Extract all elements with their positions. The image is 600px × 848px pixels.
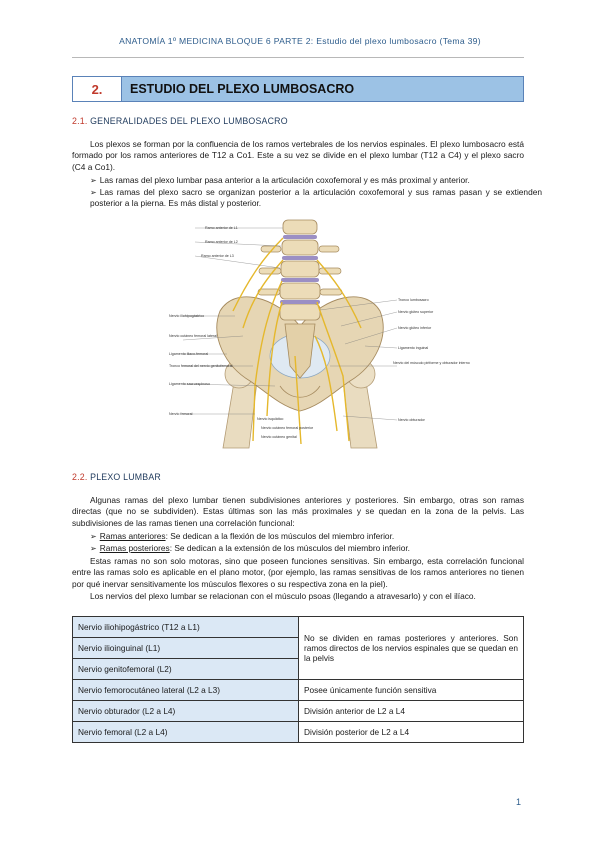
subsection-title: PLEXO LUMBAR bbox=[90, 472, 161, 482]
running-header: ANATOMÍA 1º MEDICINA BLOQUE 6 PARTE 2: Estudio del plexo lumbosacro (Tema 39) bbox=[119, 36, 481, 46]
table-cell-nerve: Nervio femorocutáneo lateral (L2 a L3) bbox=[73, 680, 299, 701]
table-row bbox=[73, 617, 524, 638]
table-row bbox=[73, 722, 524, 743]
arrow-bullet-icon: ➢ bbox=[90, 188, 97, 197]
lumbosacral-plexus-illustration bbox=[165, 216, 470, 448]
bullet-item bbox=[72, 175, 542, 186]
section-number: 2. bbox=[73, 77, 122, 101]
bullet-text: : Se dedican a la flexión de los músculos del miembro inferior. bbox=[165, 531, 395, 541]
bullet-term: Ramas posteriores bbox=[99, 543, 170, 553]
subsection-number: 2.1. bbox=[72, 116, 88, 126]
table-cell-nerve: Nervio ilioinguinal (L1) bbox=[73, 638, 299, 659]
table-row bbox=[73, 680, 524, 701]
bullet-item bbox=[72, 187, 542, 210]
figure-label: Nervio cutáneo femoral lateral bbox=[169, 334, 217, 338]
figure-label: Ramo anterior de L1 bbox=[205, 226, 238, 230]
table-cell-nerve: Nervio obturador (L2 a L4) bbox=[73, 701, 299, 722]
table-cell-description: División anterior de L2 a L4 bbox=[299, 701, 524, 722]
bullet-text: Las ramas del plexo sacro se organizan posterior a la articulación coxofemoral y sus ramas pasan y se extienden posterior a la pierna. Es más distal y posterior. bbox=[90, 187, 542, 209]
arrow-bullet-icon: ➢ bbox=[90, 544, 97, 553]
subsection-title: GENERALIDADES DEL PLEXO LUMBOSACRO bbox=[90, 116, 288, 126]
lumbar-plexus-table bbox=[72, 616, 524, 743]
figure-label: Nervio femoral bbox=[169, 412, 193, 416]
table-cell-description: División posterior de L2 a L4 bbox=[299, 722, 524, 743]
figure-label: Nervio glúteo inferior bbox=[398, 326, 432, 330]
page-number: 1 bbox=[516, 797, 522, 807]
section-heading bbox=[72, 76, 524, 102]
figure-label: Ramo anterior de L3 bbox=[201, 254, 234, 258]
table-cell-nerve: Nervio femoral (L2 a L4) bbox=[73, 722, 299, 743]
table-cell-description: Posee únicamente función sensitiva bbox=[299, 680, 524, 701]
figure-label: Tronco femoral del nervio genitofemoral bbox=[169, 364, 233, 368]
arrow-bullet-icon: ➢ bbox=[90, 176, 97, 185]
figure-label: Ligamento iliaco-femoral bbox=[169, 352, 209, 356]
header-divider bbox=[72, 57, 524, 58]
paragraph: Los nervios del plexo lumbar se relacionan con el músculo psoas (llegando a atravesarlo) y con el ilíaco. bbox=[90, 591, 476, 601]
figure-label: Nervio glúteo superior bbox=[398, 310, 434, 314]
bullet-item bbox=[72, 543, 542, 554]
section-title: ESTUDIO DEL PLEXO LUMBOSACRO bbox=[122, 77, 523, 101]
figure-label: Nervio cutáneo femoral posterior bbox=[261, 426, 314, 430]
paragraph: Estas ramas no son solo motoras, sino que poseen funciones sensitivas. Sin embargo, esta correlación funcional entre las ramas solo es aplicable en el plano motor, (por ejemplo, las ramas sensitivas de los ramos anteriores no tienen por qué inervar sensitivamente los músculos flexores o su respectiva zona en la piel). bbox=[72, 556, 524, 589]
figure-label: Nervio iliohipogástrico bbox=[169, 314, 205, 318]
figure-label: Nervio isquiático bbox=[257, 417, 284, 421]
figure-label: Ligamento sacroespinoso bbox=[169, 382, 210, 386]
figure-label: Nervio cutáneo genital bbox=[261, 435, 297, 439]
figure-label: Ligamento inguinal bbox=[398, 346, 429, 350]
table-cell-nerve: Nervio iliohipogástrico (T12 a L1) bbox=[73, 617, 299, 638]
subsection-heading-plexo-lumbar bbox=[72, 472, 161, 482]
paragraph: Algunas ramas del plexo lumbar tienen subdivisiones anteriores y posteriores. Sin embargo, otras son ramas directas (que no se subdividen). Estas últimas son las más proximales y se quedan en la zona de la pelvis. Las subdivisiones de las ramas tienen una correlación funcional: bbox=[72, 495, 524, 528]
bullet-text: : Se dedican a la extensión de los músculos del miembro inferior. bbox=[169, 543, 410, 553]
bullet-term: Ramas anteriores bbox=[99, 531, 166, 541]
table-cell-nerve: Nervio genitofemoral (L2) bbox=[73, 659, 299, 680]
figure-label: Ramo anterior de L2 bbox=[205, 240, 238, 244]
table-row bbox=[73, 701, 524, 722]
figure-label: Nervio obturador bbox=[398, 418, 425, 422]
bullet-item bbox=[72, 531, 542, 542]
bullet-text: Las ramas del plexo lumbar pasa anterior a la articulación coxofemoral y es más proximal y anterior. bbox=[99, 175, 470, 185]
subsection-heading-generalidades bbox=[72, 116, 288, 126]
arrow-bullet-icon: ➢ bbox=[90, 532, 97, 541]
table-cell-description: No se dividen en ramas posteriores y anteriores. Son ramos directos de los nervios espinales que se quedan en la pelvis bbox=[299, 617, 524, 680]
figure-label: Nervio del músculo piriforme y obturador interno bbox=[393, 361, 470, 365]
paragraph: Los plexos se forman por la confluencia de los ramos vertebrales de los nervios espinales. El plexo lumbosacro está formado por los ramos anteriores de T12 a Co1. Este a su vez se divide en el plexo lumbar (T12 a C4) y el plexo sacro (C4 a Co1). bbox=[72, 139, 524, 172]
subsection-number: 2.2. bbox=[72, 472, 88, 482]
figure-label: Tronco lumbosacro bbox=[398, 298, 429, 302]
